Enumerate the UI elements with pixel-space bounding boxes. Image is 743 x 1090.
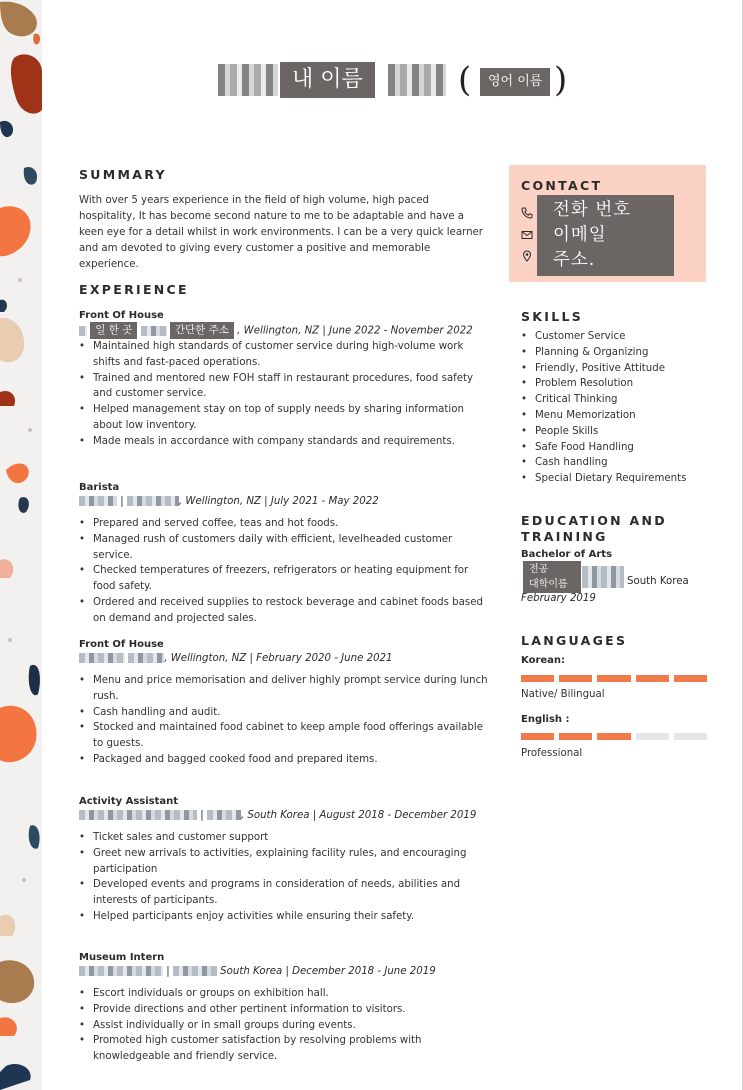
redacted-text [79, 496, 117, 506]
list-item: • Cash handling and audit. [79, 705, 489, 721]
job-entry [79, 309, 489, 450]
languages-heading: LANGUAGES [521, 633, 628, 648]
skills-list [521, 329, 711, 487]
rating-segment [636, 675, 669, 682]
redacted-text [79, 653, 125, 663]
language-level: Native/ Bilingual [521, 689, 605, 700]
university-label: 대학이름 [529, 579, 568, 590]
rating-segment [559, 733, 592, 740]
job-bullets [79, 673, 489, 768]
list-item: • Helped participants enjoy activities while ensuring their safety. [79, 909, 489, 925]
education-heading-line2: TRAINING [521, 529, 608, 544]
job-title: Activity Assistant [79, 796, 179, 807]
list-item: • Checked temperatures of freezers, refrigerators or heating equipment for food safety. [79, 563, 489, 595]
skills-heading: SKILLS [521, 309, 584, 324]
job-meta [79, 651, 489, 667]
list-item: • Developed events and programs in consideration of needs, abilities and interests of participants. [79, 877, 489, 909]
redacted-name-part [218, 64, 278, 96]
rating-segment [674, 675, 707, 682]
education-country: South Korea [627, 576, 689, 587]
skill-item: • Cash handling [521, 455, 711, 471]
email-label: 이메일 [553, 225, 607, 245]
job-entry [79, 951, 489, 1065]
address-label: 주소. [553, 250, 596, 270]
redacted-text [582, 566, 624, 588]
rating-segment [674, 733, 707, 740]
location-pin-icon [521, 250, 533, 262]
redacted-text [79, 326, 87, 336]
education-date: February 2019 [521, 593, 596, 604]
language-level: Professional [521, 748, 583, 759]
redacted-text [141, 326, 167, 336]
job-entry [79, 481, 489, 627]
language-name: English : [521, 714, 570, 725]
education-heading: EDUCATION AND [521, 513, 667, 528]
contact-heading: CONTACT [521, 178, 603, 193]
degree: Bachelor of Arts [521, 549, 613, 560]
skill-item: • Safe Food Handling [521, 440, 711, 456]
rating-segment [559, 675, 592, 682]
paren-open: ( [458, 60, 472, 100]
job-location-dates: , Wellington, NZ | July 2021 - May 2022 [178, 496, 379, 507]
english-name-label: 영어 이름 [480, 68, 550, 96]
job-title: Barista [79, 482, 120, 493]
list-item: • Escort individuals or groups on exhibition hall. [79, 986, 489, 1002]
job-location-dates: , Wellington, NZ | June 2022 - November 2022 [237, 325, 473, 337]
rating-segment [521, 733, 554, 740]
skill-item: • Customer Service [521, 329, 711, 345]
job-bullets [79, 516, 489, 627]
list-item: • Maintained high standards of customer service during high-volume work shifts and fast-paced operations. [79, 339, 489, 371]
redacted-name-part [388, 64, 446, 96]
job-bullets [79, 986, 489, 1065]
workplace-label: 일 한 곳 [90, 322, 137, 339]
list-item: • Helped management stay on top of supply needs by sharing information about low inventory. [79, 402, 489, 434]
job-location-dates: , South Korea | August 2018 - December 2019 [240, 810, 477, 821]
phone-icon [521, 207, 533, 219]
list-item: • Ordered and received supplies to restock beverage and cabinet foods based on demand and projected sales. [79, 595, 489, 627]
job-location-dates: South Korea | December 2018 - June 2019 [220, 966, 436, 977]
redacted-text [173, 966, 217, 976]
name-header [210, 58, 590, 106]
redacted-text [207, 810, 241, 820]
list-item: • Provide directions and other pertinent information to visitors. [79, 1002, 489, 1018]
skill-item: • Planning & Organizing [521, 345, 711, 361]
decorative-terrazzo-strip [0, 0, 42, 1090]
job-meta [79, 322, 489, 338]
rating-segment [636, 733, 669, 740]
education-redaction-box [523, 561, 581, 593]
job-meta: | , South Korea | August 2018 - December 2019 [79, 808, 489, 824]
list-item: • Assist individually or in small groups during events. [79, 1018, 489, 1034]
list-item: • Promoted high customer satisfaction by resolving problems with knowledgeable and friendly service. [79, 1033, 489, 1065]
skill-item: • Menu Memorization [521, 408, 711, 424]
list-item: • Prepared and served coffee, teas and hot foods. [79, 516, 489, 532]
job-entry [79, 795, 489, 925]
job-meta: | , Wellington, NZ | July 2021 - May 2022 [79, 494, 489, 510]
skill-item: • Problem Resolution [521, 376, 711, 392]
list-item: • Trained and mentored new FOH staff in restaurant procedures, food safety and customer service. [79, 371, 489, 403]
rating-segment [597, 675, 630, 682]
list-item: • Greet new arrivals to activities, explaining facility rules, and encouraging participation [79, 846, 489, 878]
job-title: Museum Intern [79, 952, 165, 963]
redacted-text [79, 810, 197, 820]
redacted-text [79, 966, 163, 976]
major-label: 전공 [529, 564, 549, 575]
list-item: • Stocked and maintained food cabinet to keep ample food offerings available to guests. [79, 720, 489, 752]
address-label: 간단한 주소 [170, 322, 234, 339]
job-bullets [79, 339, 489, 450]
language-name: Korean: [521, 655, 566, 666]
list-item: • Packaged and bagged cooked food and prepared items. [79, 752, 489, 768]
job-title: Front Of House [79, 639, 164, 650]
contact-redaction-box [537, 195, 674, 276]
summary-heading: SUMMARY [79, 167, 167, 182]
skill-item: • People Skills [521, 424, 711, 440]
phone-label: 전화 번호 [553, 200, 632, 220]
redacted-text [127, 496, 179, 506]
list-item: • Ticket sales and customer support [79, 830, 489, 846]
job-title: Front Of House [79, 310, 164, 321]
language-rating-bar [521, 675, 707, 682]
job-location-dates: , Wellington, NZ | February 2020 - June 2021 [164, 653, 393, 664]
language-rating-bar [521, 733, 707, 740]
experience-heading: EXPERIENCE [79, 282, 189, 297]
list-item: • Made meals in accordance with company standards and requirements. [79, 434, 489, 450]
job-bullets [79, 830, 489, 925]
email-icon [521, 229, 533, 241]
summary-text: With over 5 years experience in the field of high volume, high paced hospitality, It has become second nature to me to be adaptable and have a keen eye for a detail whilst in work environments. I can be a very quick learner and am devoted to giving every customer a positive and memorable experience. [79, 195, 483, 270]
skill-item: • Friendly, Positive Attitude [521, 361, 711, 377]
skill-item: • Special Dietary Requirements [521, 471, 711, 487]
contact-card [509, 165, 706, 282]
job-entry [79, 638, 489, 768]
list-item: • Menu and price memorisation and deliver highly prompt service during lunch rush. [79, 673, 489, 705]
paren-close: ) [554, 60, 568, 100]
job-meta: | South Korea | December 2018 - June 2019 [79, 964, 489, 980]
redacted-text [128, 653, 164, 663]
name-redaction-label: 내 이름 [280, 62, 375, 98]
rating-segment [521, 675, 554, 682]
list-item: • Managed rush of customers daily with efficient, levelheaded customer service. [79, 532, 489, 564]
skill-item: • Critical Thinking [521, 392, 711, 408]
rating-segment [597, 733, 630, 740]
